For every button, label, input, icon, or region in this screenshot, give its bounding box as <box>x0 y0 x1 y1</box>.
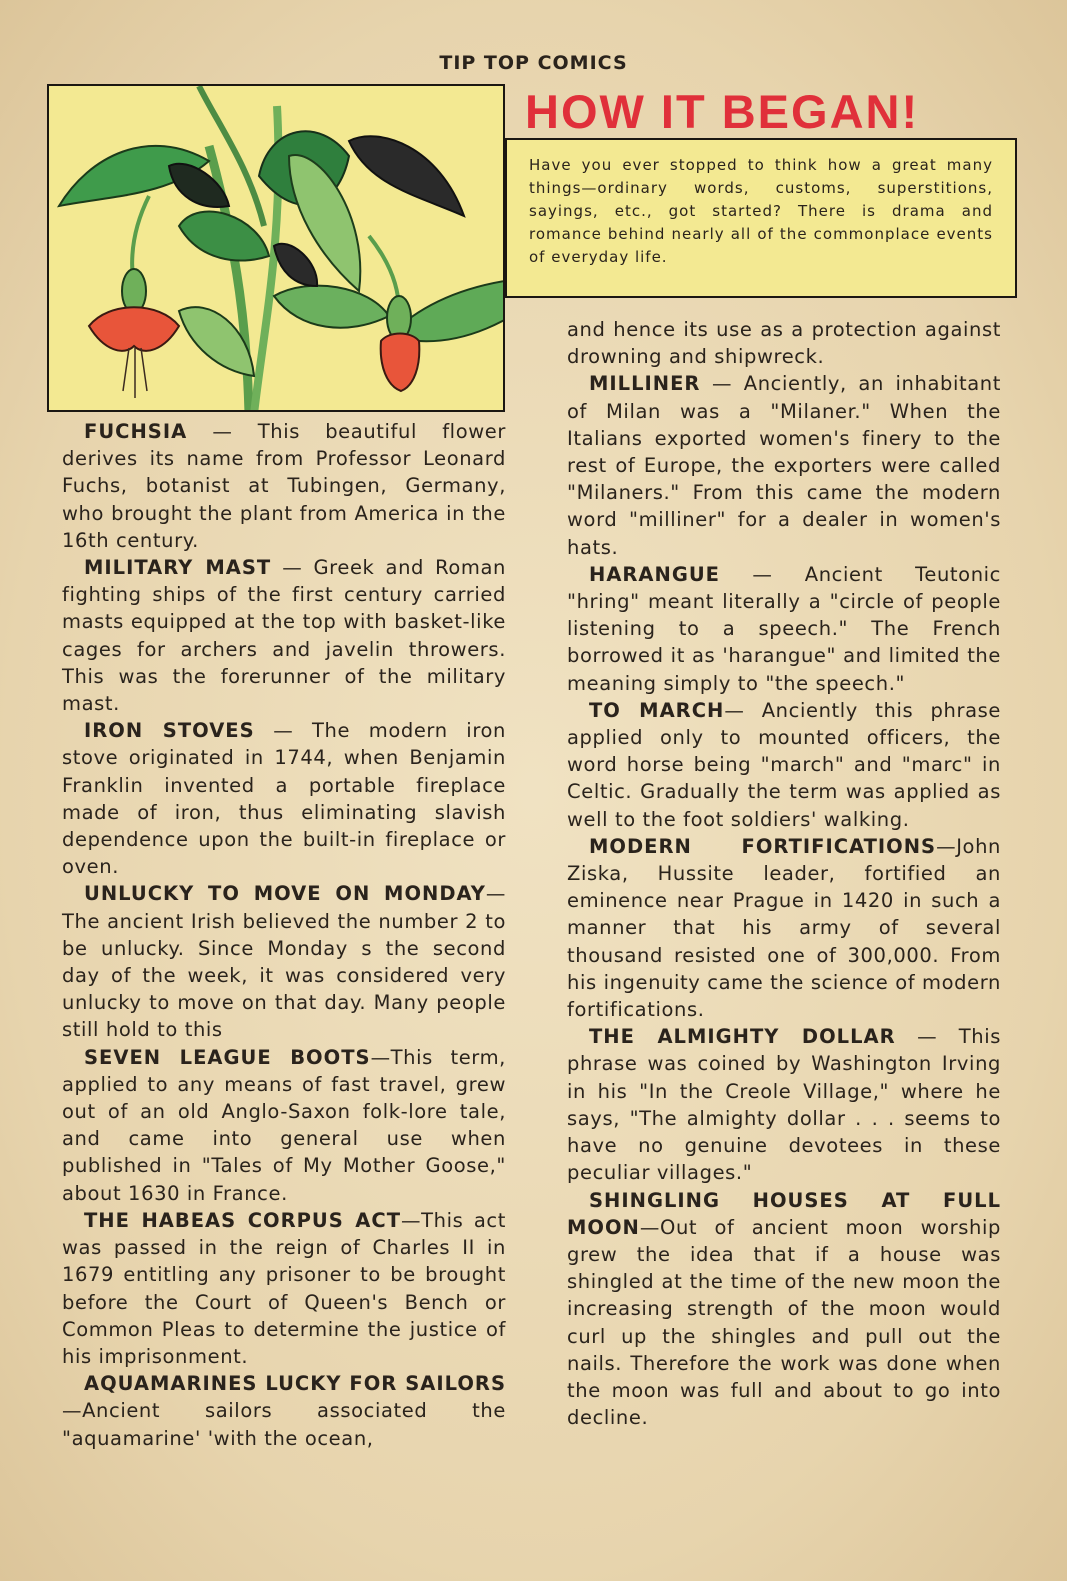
entry-term: THE HABEAS CORPUS ACT <box>84 1208 401 1232</box>
fuchsia-illustration <box>49 86 505 412</box>
entry-term: AQUAMARINES LUCKY FOR SAILORS <box>84 1372 506 1396</box>
entry <box>567 1023 1001 1186</box>
entry-continuation: and hence its use as a protection against drowning and shipwreck. <box>567 318 1001 369</box>
entry-text: —Ancient sailors associated the "aquamarine' 'with the ocean, <box>62 1399 506 1450</box>
entry-term: UNLUCKY TO MOVE ON MONDAY <box>84 882 486 906</box>
entry <box>567 370 1001 560</box>
illustration-panel <box>47 84 505 412</box>
entry-text: — Anciently this phrase applied only to mounted officers, the word horse being "march" and "marc" in Celtic. Gradually the term was applied as well to the foot soldiers' walking. <box>567 698 1001 831</box>
entry-term: SEVEN LEAGUE BOOTS <box>84 1045 371 1069</box>
entry <box>62 554 506 717</box>
entry-text: —This act was passed in the reign of Charles II in 1679 entitling any prisoner to be brought before the Court of Queen's Bench or Common Pleas to determine the justice of his imprisonment. <box>62 1208 506 1368</box>
entry <box>567 697 1001 833</box>
entry <box>62 717 506 880</box>
entry-text: — This phrase was coined by Washington Irving in his "In the Creole Village," where he says, "The almighty dollar . . . seems to have no genuine devotees in these peculiar villages." <box>567 1025 1001 1185</box>
entry-text: —Out of ancient moon worship grew the idea that if a house was shingled at the time of the new moon the increasing strength of the moon would curl up the shingles and pull out the nails. Therefore the work was done when the moon was full and about to go into decline. <box>567 1215 1001 1430</box>
leaf <box>274 244 317 286</box>
entry-term: FUCHSIA <box>84 420 188 443</box>
entry-term: HARANGUE <box>589 562 720 586</box>
leaf <box>349 136 464 216</box>
intro-box: Have you ever stopped to think how a great many things—ordinary words, customs, superstitions, sayings, etc., got started? There is drama and romance behind nearly all of the commonplace events of everyday life. <box>505 138 1017 298</box>
entry-term: IRON STOVES <box>84 719 255 743</box>
entry <box>62 1370 506 1452</box>
entry <box>567 833 1001 1023</box>
flower-petals <box>381 334 420 392</box>
entry <box>567 1187 1001 1432</box>
entry-text: —This term, applied to any means of fast travel, grew out of an old Anglo-Saxon folk-lore tale, and came into general use when published in "Tales of My Mother Goose," about 1630 in France. <box>62 1045 506 1205</box>
entry <box>62 880 506 1043</box>
entry-text: —John Ziska, Hussite leader, fortified an eminence near Prague in 1420 in such a manner that his army of several thousand resisted one of 300,000. From his ingenuity came the science of modern fortifications. <box>567 834 1001 1022</box>
entry-term: MODERN FORTIFICATIONS <box>589 834 937 858</box>
entry <box>62 1207 506 1370</box>
magazine-header: TIP TOP COMICS <box>439 52 628 74</box>
entry-term: THE ALMIGHTY DOLLAR <box>589 1025 896 1049</box>
entry-term: TO MARCH <box>589 698 725 722</box>
entry <box>62 418 506 554</box>
entry-text: — Anciently, an inhabitant of Milan was a "Milaner." When the Italians exported women's finery to the rest of Europe, the exporters were called "Milaners." From this came the modern word "milliner" for a dealer in women's hats. <box>567 372 1001 559</box>
entry <box>567 561 1001 697</box>
entry-text: — This beautiful flower derives its name from Professor Leonard Fuchs, botanist at Tubingen, Germany, who brought the plant from America in the 16th century. <box>62 420 506 552</box>
entry-text: — Greek and Roman fighting ships of the first century carried masts equipped at the top with basket-like cages for archers and javelin throwers. This was the forerunner of the military mast. <box>62 556 506 716</box>
entry-term: MILITARY MAST <box>84 556 272 580</box>
left-column <box>62 418 506 1452</box>
entry-text: —The ancient Irish believed the number 2 to be unlucky. Since Monday s the second day of the week, it was considered very unlucky to move on that day. Many people still hold to this <box>62 882 506 1042</box>
leaf <box>274 286 389 328</box>
flower-petals <box>89 307 179 351</box>
feature-title: HOW IT BEGAN! <box>525 85 920 138</box>
entry-text: — Ancient Teutonic "hring" meant literally a "circle of people listening to a speech." The French borrowed it as 'harangue" and limited the meaning simply to "the speech." <box>567 562 1001 695</box>
stamens <box>123 348 147 398</box>
right-column <box>567 316 1001 1431</box>
entry-term: MILLINER <box>589 372 701 396</box>
entry-term: SHINGLING HOUSES AT FULL MOON <box>567 1188 1001 1239</box>
leaf <box>179 212 269 261</box>
entry-text: — The modern iron stove originated in 1744, when Benjamin Franklin invented a portable fireplace made of iron, thus eliminating slavish dependence upon the built-in fireplace or oven. <box>62 719 506 879</box>
entry <box>62 1044 506 1207</box>
